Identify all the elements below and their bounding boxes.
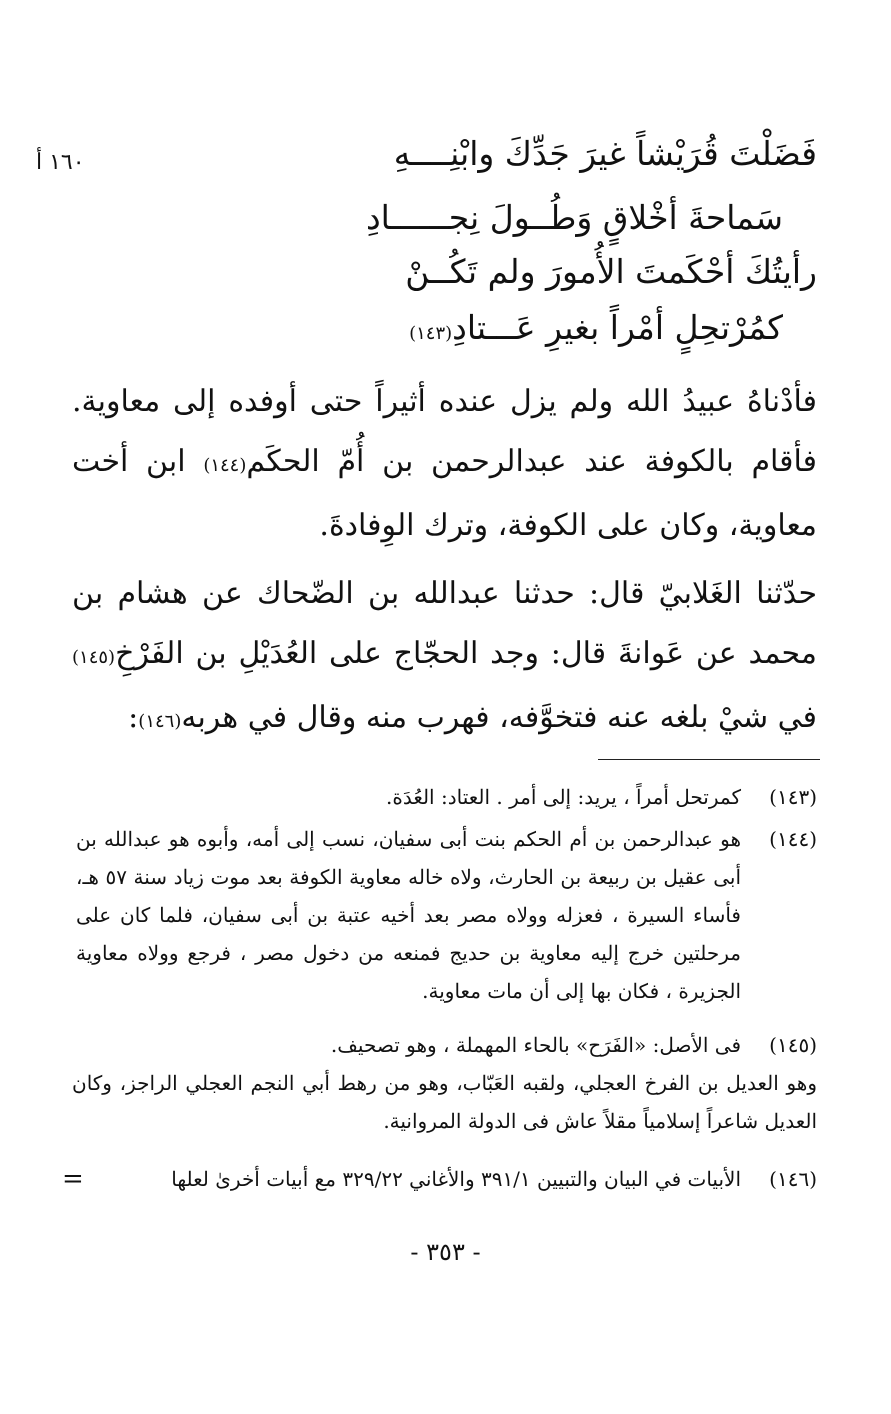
verse-line-2: سَماحةَ أخْلاقٍ وَطُــولَ نِجــــــادِ bbox=[365, 198, 783, 237]
paragraph-2-text-a: حدّثنا الغَلابيّ قال: حدثنا عبدالله بن الضّحاك عن هشام بن محمد عن عَوانةَ قال: وجد الحجّاج على العُدَيْلِ بن الفَرْخِ bbox=[72, 576, 817, 671]
verse-line-3: رأيتُكَ أحْكَمتَ الأُمورَ ولم تَكُــنْ bbox=[405, 252, 817, 291]
footnote-ref-144: (١٤٤) bbox=[203, 455, 247, 476]
footnote-separator bbox=[598, 759, 820, 760]
paragraph-1-text-b: ابن أخت معاوية، وكان على الكوفة، وترك الوِفادةَ. bbox=[72, 444, 817, 543]
page-number: - ٣٥٣ - bbox=[410, 1238, 481, 1266]
paragraph-1 bbox=[72, 372, 817, 556]
verse-line-4 bbox=[409, 306, 783, 356]
footnote-number: (١٤٦) bbox=[769, 1167, 817, 1191]
paragraph-2-text-c: : bbox=[128, 700, 139, 735]
footnote-ref-145: (١٤٥) bbox=[72, 647, 116, 668]
paragraph-1-text-a: فأدْناهُ عبيدُ الله ولم يزل عنده أثيراً حتى أوفده إلى معاوية. فأقام بالكوفة عند عبدالرحمن بن أُمّ الحكَم bbox=[72, 384, 818, 479]
footnote-text: فى الأصل: «الفَرَح» بالحاء المهملة ، وهو تصحيف. bbox=[330, 1033, 741, 1057]
footnote-text-continued: وهو العديل بن الفرخ العجلي، ولقبه العَبّاب، وهو من رهط أبي النجم العجلي الراجز، وكان العديل شاعراً إسلامياً مقلاً عاش فى الدولة المروانية. bbox=[72, 1071, 817, 1133]
continuation-mark: = bbox=[62, 1164, 84, 1194]
footnote-number: (١٤٣) bbox=[769, 785, 817, 809]
footnote-ref-143: (١٤٣) bbox=[409, 323, 453, 344]
footnote-text: كمرتحل أمراً ، يريد: إلى أمر . العتاد: العُدَة. bbox=[385, 785, 741, 809]
footnote-text: الأبيات في البيان والتبيين ٣٩١/١ والأغاني ٣٢٩/٢٢ مع أبيات أخرىٰ لعلها bbox=[171, 1167, 741, 1191]
paragraph-2-text-b: في شيْ بلغه عنه فتخوَّفه، فهرب منه وقال في هربه bbox=[181, 700, 817, 735]
verse-line-1: فَضَلْتَ قُرَيْشاً غيرَ جَدِّكَ وابْنِــــهِ bbox=[393, 134, 817, 173]
footnote-number: (١٤٥) bbox=[769, 1033, 817, 1057]
verse-line-4-text: كمُرْتحِلٍ أمْراً بغيرِ عَـــتادِ bbox=[452, 308, 783, 347]
margin-folio-note: ١٦٠ أ bbox=[36, 150, 85, 175]
paragraph-2 bbox=[72, 564, 817, 752]
footnote-number: (١٤٤) bbox=[769, 827, 817, 851]
footnote-text: هو عبدالرحمن بن أم الحكم بنت أبى سفيان، نسب إلى أمه، وأبوه هو عبدالله بن أبى عقيل بن ربيعة بن الحارث، ولاه خاله معاوية الكوفة بعد موت زياد سنة ٥٧ هـ، فأساء السيرة ، فعزله وولاه مصر بعد أخيه عتبة بن أبى سفيان، فلما كان على مرحلتين خرج إليه معاوية بن حديج فمنعه من دخول مصر ، فرجع وولاه معاوية الجزيرة ، فكان بها إلى أن مات معاوية. bbox=[76, 827, 742, 1003]
footnote-ref-146: (١٤٦) bbox=[138, 711, 182, 732]
